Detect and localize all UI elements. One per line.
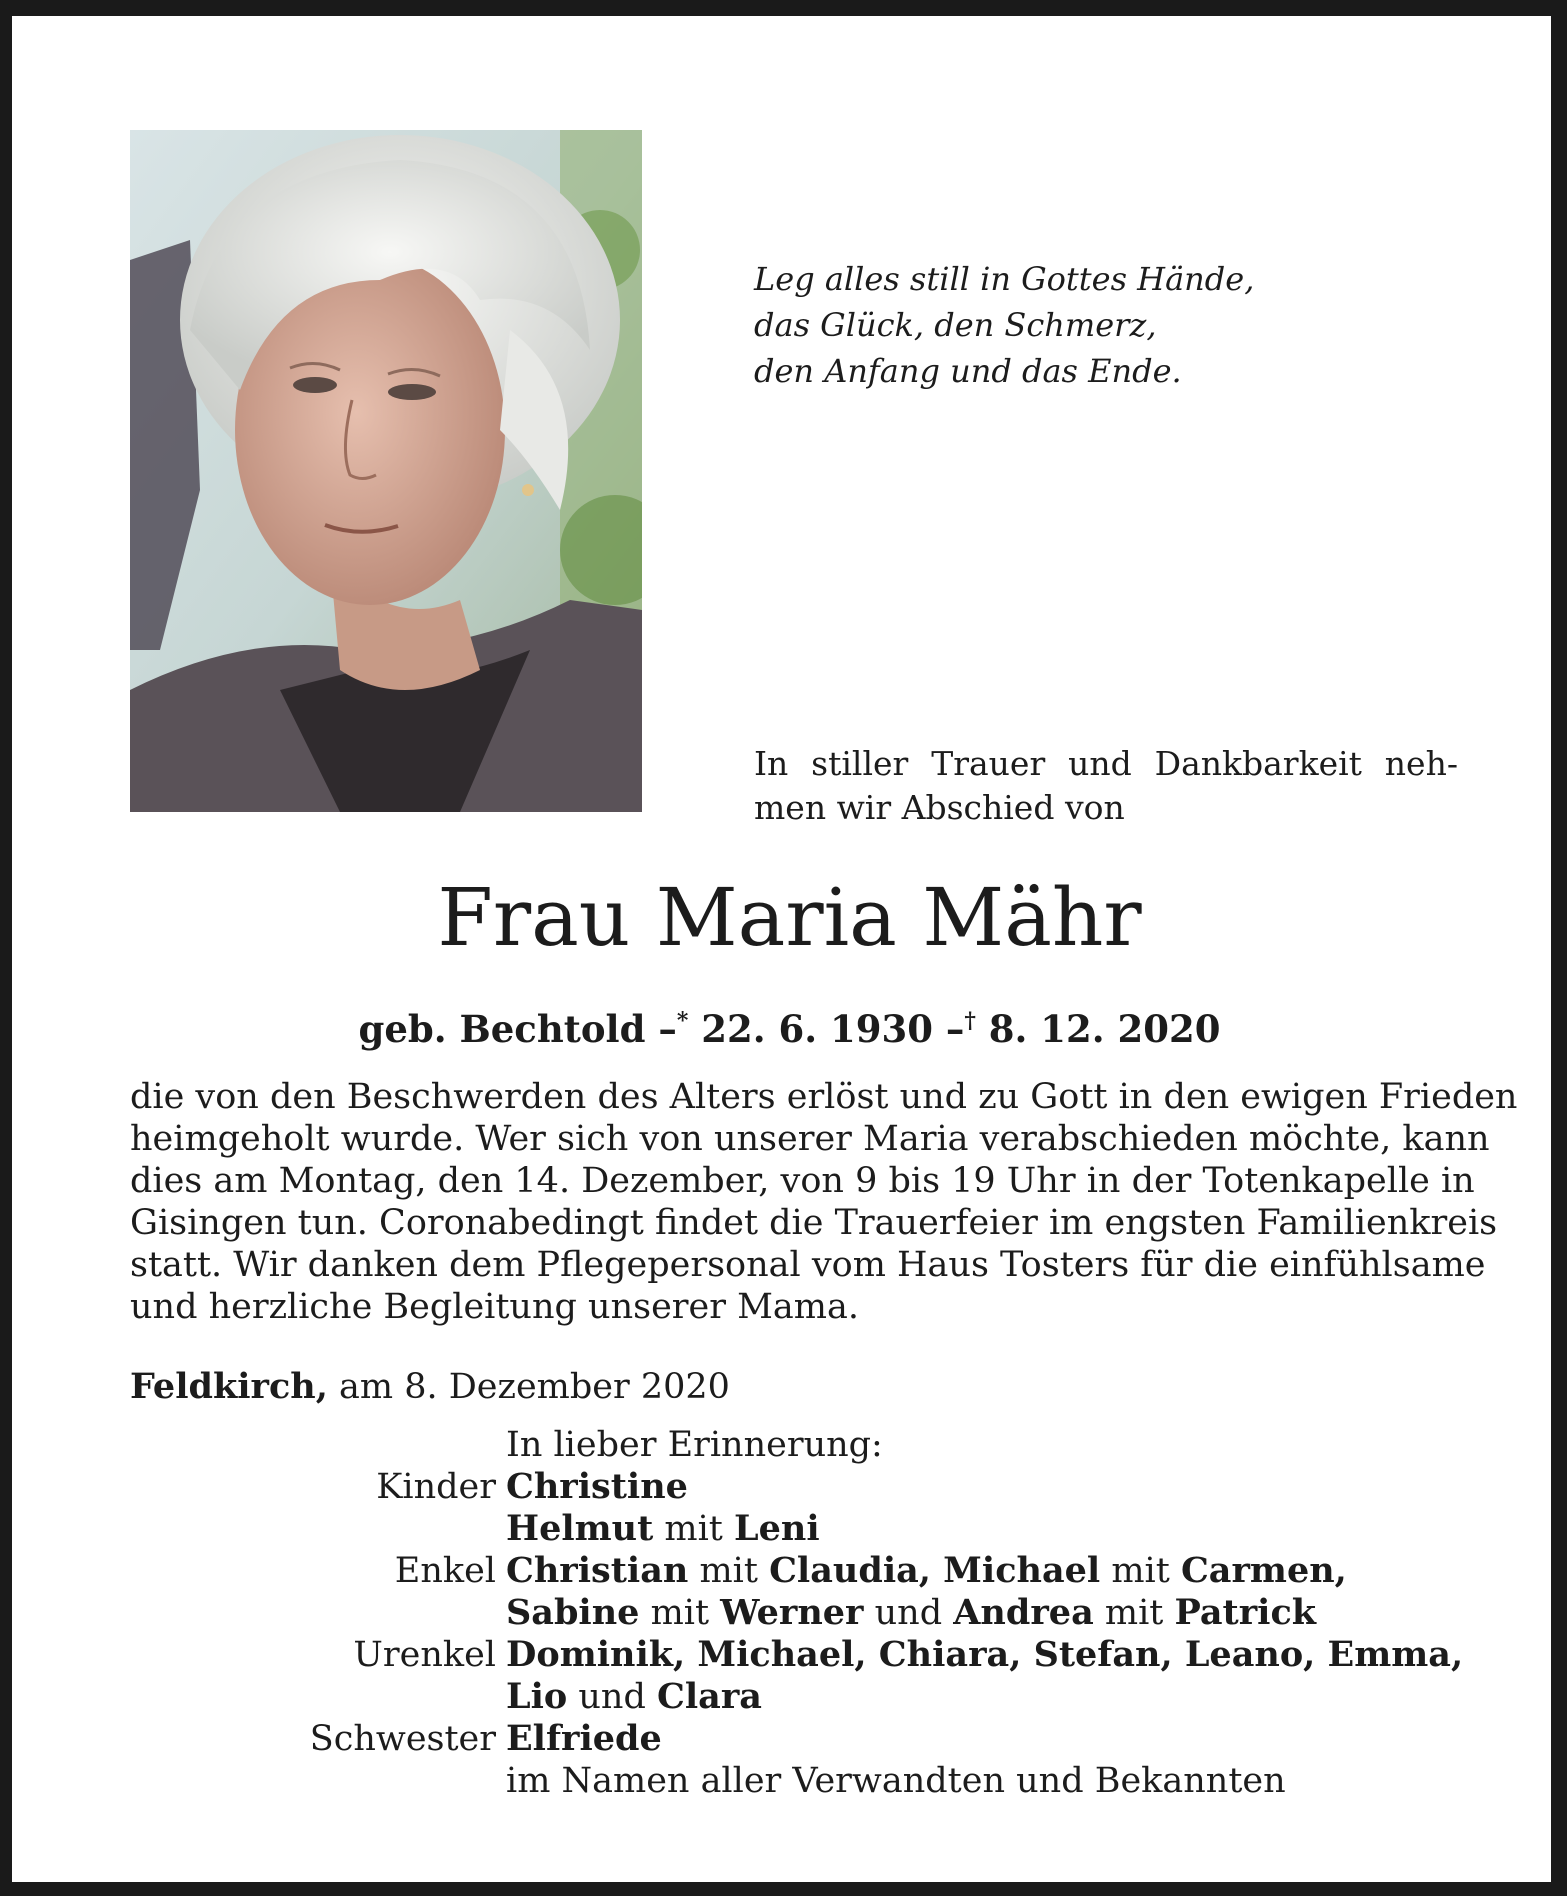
body-line: dies am Montag, den 14. Dezember, von 9 bis 19 Uhr in der Totenkapelle in [130,1161,1475,1201]
relative-name: Andrea [953,1592,1094,1633]
intro-text [754,742,1458,830]
relative-name: Leni [734,1508,820,1549]
family-row [130,1760,1470,1802]
relative-name: Lio [506,1676,568,1717]
place: Feldkirch, [130,1366,328,1407]
closing-text: im Namen aller Verwandten und Bekannten [506,1761,1286,1801]
relation-label: Kinder [376,1467,496,1507]
born-name: geb. Bechtold [358,1007,646,1051]
relative-name: Carmen, [1180,1550,1347,1591]
relation-label: Schwester [309,1719,496,1759]
family-row-schwester [130,1718,1470,1760]
portrait-photo [130,130,642,812]
poem-line: das Glück, den Schmerz, [754,306,1157,344]
family-row-kinder [130,1466,1470,1508]
relative-name: Helmut [506,1508,654,1549]
relation-label: Enkel [394,1551,496,1591]
connector-text: mit [699,1551,758,1591]
body-line: statt. Wir danken dem Pflegepersonal vom Haus Tosters für die einfühlsame [130,1245,1486,1285]
connector-text: und [874,1593,943,1633]
intro-line: In stiller Trauer und Dankbarkeit neh- [754,744,1458,783]
poem-line: den Anfang und das Ende. [754,352,1182,390]
family-row-urenkel [130,1634,1470,1676]
body-line: die von den Beschwerden des Alters erlöst und zu Gott in den ewigen Frieden [130,1077,1518,1117]
body-line: Gisingen tun. Coronabedingt findet die Trauerfeier im engsten Familienkreis [130,1203,1498,1243]
body-line: und herzliche Begleitung unserer Mama. [130,1287,859,1327]
separator: – [945,1007,965,1051]
relative-name: Christine [506,1466,688,1507]
date: am 8. Dezember 2020 [339,1367,730,1407]
relative-name: Clara [657,1676,762,1717]
family-row [130,1592,1470,1634]
connector-text: mit [650,1593,710,1633]
poem-line: Leg alles still in Gottes Hände, [754,260,1255,298]
connector-text: mit [1104,1593,1164,1633]
birth-date: 22. 6. 1930 [701,1007,933,1051]
relation-label: Urenkel [353,1635,496,1675]
announcement-body [130,1076,1518,1328]
family-row [130,1508,1470,1550]
relative-name: Sabine [506,1592,640,1633]
birth-death-line [12,996,1567,1054]
intro-line: men wir Abschied von [754,788,1125,827]
family-row-enkel [130,1550,1470,1592]
place-date [130,1364,730,1410]
family-heading-row [130,1424,1470,1466]
relative-name: Elfriede [506,1718,662,1759]
relative-name: Dominik, Michael, Chiara, Stefan, Leano, Emma, [506,1634,1464,1675]
poem [754,256,1254,394]
body-line: heimgeholt wurde. Wer sich von unserer Maria verabschieden möchte, kann [130,1119,1490,1159]
connector-text: mit [1111,1551,1170,1591]
deceased-name: Frau Maria Mähr [437,871,1142,964]
family-row [130,1676,1470,1718]
family-heading: In lieber Erinnerung: [506,1425,883,1465]
connector-text: mit [664,1509,723,1549]
relative-name: Werner [720,1592,864,1633]
connector-text: und [578,1677,646,1717]
birth-symbol: * [676,1008,689,1034]
death-date: 8. 12. 2020 [988,1007,1221,1051]
relative-name: Christian [506,1550,689,1591]
relative-name: Claudia, Michael [769,1550,1101,1591]
death-symbol: † [964,1008,976,1034]
separator: – [658,1007,677,1051]
relative-name: Patrick [1174,1592,1317,1633]
family-list [130,1424,1470,1802]
